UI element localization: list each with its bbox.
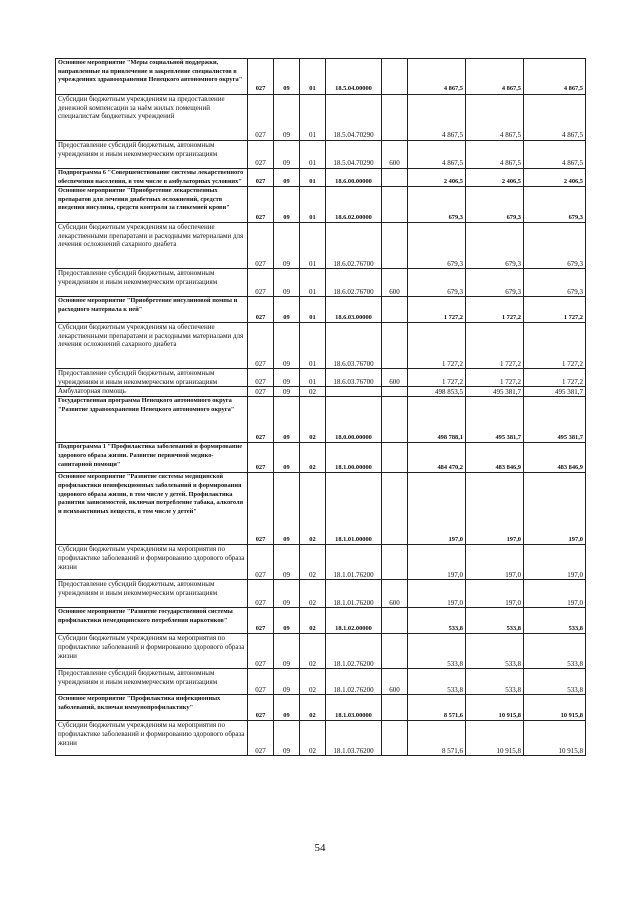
section-code: 09: [274, 95, 300, 141]
section-code: 09: [274, 580, 300, 608]
target-article-code: 18.1.00.00000: [326, 443, 382, 473]
amount-col-2: 4 867,5: [466, 141, 524, 169]
target-article-code: 18.1.01.76200: [326, 580, 382, 608]
amount-col-3: 483 846,9: [524, 443, 586, 473]
amount-col-2: 1 727,2: [466, 323, 524, 369]
amount-col-1: 679,3: [408, 269, 466, 297]
amount-col-2: 483 846,9: [466, 443, 524, 473]
amount-col-3: 495 381,7: [524, 397, 586, 443]
ministry-code: 027: [248, 669, 274, 695]
row-name: Подпрограмма 6 "Совершенствование системы лекарственного обеспечения населения, в том числе в амбулаторных условиях": [56, 169, 248, 187]
table-row: [56, 369, 586, 387]
expense-type-code: [382, 323, 408, 369]
expense-type-code: [382, 59, 408, 95]
section-code: 09: [274, 369, 300, 387]
table-row: [56, 95, 586, 141]
table-row: [56, 634, 586, 669]
ministry-code: 027: [248, 634, 274, 669]
amount-col-1: 4 867,5: [408, 59, 466, 95]
amount-col-1: 498 853,5: [408, 387, 466, 397]
page-number: 54: [314, 842, 326, 854]
row-name: Предоставление субсидий бюджетным, автономным учреждениям и иным некоммерческим организациям: [56, 669, 248, 695]
subsection-code: 02: [300, 721, 326, 756]
table-row: [56, 397, 586, 443]
section-code: 09: [274, 387, 300, 397]
section-code: 09: [274, 545, 300, 580]
amount-col-1: 533,8: [408, 608, 466, 634]
subsection-code: 02: [300, 608, 326, 634]
table-row: [56, 59, 586, 95]
row-name: Основное мероприятие "Профилактика инфекционных заболеваний, включая иммунопрофилактику": [56, 695, 248, 721]
target-article-code: 18.1.02.76200: [326, 634, 382, 669]
row-name: Субсидии бюджетным учреждениям на мероприятия по профилактике заболеваний и формированию здорового образа жизни: [56, 721, 248, 756]
amount-col-1: 679,3: [408, 223, 466, 269]
table-row: [56, 141, 586, 169]
section-code: 09: [274, 59, 300, 95]
subsection-code: 01: [300, 95, 326, 141]
section-code: 09: [274, 634, 300, 669]
expense-type-code: [382, 169, 408, 187]
amount-col-3: 4 867,5: [524, 95, 586, 141]
table-row: [56, 545, 586, 580]
amount-col-2: 2 406,5: [466, 169, 524, 187]
amount-col-1: 679,3: [408, 187, 466, 223]
subsection-code: 02: [300, 545, 326, 580]
row-name: Субсидии бюджетным учреждениям на обеспечение лекарственными препаратами и расходными материалами для лечения осложнений сахарного диабета: [56, 323, 248, 369]
expense-type-code: 600: [382, 580, 408, 608]
section-code: 09: [274, 323, 300, 369]
ministry-code: 027: [248, 369, 274, 387]
subsection-code: 01: [300, 269, 326, 297]
row-name: Субсидии бюджетным учреждениям на предоставление денежной компенсации за наём жилых помещений специалистам бюджетных учреждений: [56, 95, 248, 141]
expense-type-code: 600: [382, 369, 408, 387]
amount-col-2: 197,0: [466, 473, 524, 545]
amount-col-1: 1 727,2: [408, 323, 466, 369]
row-name: Субсидии бюджетным учреждениям на мероприятия по профилактике заболеваний и формированию здорового образа жизни: [56, 634, 248, 669]
ministry-code: 027: [248, 169, 274, 187]
section-code: 09: [274, 397, 300, 443]
amount-col-3: 197,0: [524, 473, 586, 545]
expense-type-code: [382, 297, 408, 323]
ministry-code: 027: [248, 695, 274, 721]
target-article-code: 18.6.03.00000: [326, 297, 382, 323]
target-article-code: 18.5.04.70290: [326, 95, 382, 141]
target-article-code: 18.6.03.76700: [326, 369, 382, 387]
section-code: 09: [274, 669, 300, 695]
ministry-code: 027: [248, 387, 274, 397]
table-row: [56, 473, 586, 545]
subsection-code: 02: [300, 669, 326, 695]
section-code: 09: [274, 169, 300, 187]
amount-col-2: 495 381,7: [466, 387, 524, 397]
amount-col-3: 533,8: [524, 608, 586, 634]
amount-col-2: 1 727,2: [466, 369, 524, 387]
subsection-code: 01: [300, 169, 326, 187]
amount-col-3: 4 867,5: [524, 59, 586, 95]
amount-col-2: 495 381,7: [466, 397, 524, 443]
subsection-code: 02: [300, 634, 326, 669]
row-name: Предоставление субсидий бюджетным, автономным учреждениям и иным некоммерческим организациям: [56, 141, 248, 169]
amount-col-1: 533,8: [408, 634, 466, 669]
expense-type-code: [382, 695, 408, 721]
target-article-code: 18.6.02.00000: [326, 187, 382, 223]
expense-type-code: [382, 187, 408, 223]
table-row: [56, 297, 586, 323]
table-row: [56, 608, 586, 634]
subsection-code: 01: [300, 187, 326, 223]
table-row: [56, 387, 586, 397]
table-row: [56, 721, 586, 756]
table-row: [56, 323, 586, 369]
budget-table-body: [56, 59, 586, 756]
subsection-code: 01: [300, 59, 326, 95]
ministry-code: 027: [248, 580, 274, 608]
target-article-code: 18.1.03.76200: [326, 721, 382, 756]
table-row: [56, 169, 586, 187]
table-row: [56, 223, 586, 269]
row-name: Субсидии бюджетным учреждениям на обеспечение лекарственными препаратами и расходными материалами для лечения осложнений сахарного диабета: [56, 223, 248, 269]
subsection-code: 02: [300, 473, 326, 545]
section-code: 09: [274, 297, 300, 323]
amount-col-3: 679,3: [524, 187, 586, 223]
ministry-code: 027: [248, 59, 274, 95]
subsection-code: 01: [300, 141, 326, 169]
amount-col-2: 533,8: [466, 608, 524, 634]
ministry-code: 027: [248, 95, 274, 141]
amount-col-3: 533,8: [524, 669, 586, 695]
subsection-code: 02: [300, 387, 326, 397]
expense-type-code: [382, 95, 408, 141]
amount-col-2: 679,3: [466, 269, 524, 297]
amount-col-3: 1 727,2: [524, 323, 586, 369]
row-name: Подпрограмма 1 "Профилактика заболеваний и формирование здорового образа жизни. Развитие первичной медико-санитарной помощи": [56, 443, 248, 473]
row-name: Предоставление субсидий бюджетным, автономным учреждениям и иным некоммерческим организациям: [56, 269, 248, 297]
amount-col-1: 197,0: [408, 545, 466, 580]
amount-col-1: 8 571,6: [408, 695, 466, 721]
amount-col-1: 197,0: [408, 473, 466, 545]
amount-col-3: 679,3: [524, 269, 586, 297]
expense-type-code: [382, 223, 408, 269]
row-name: Амбулаторная помощь: [56, 387, 248, 397]
amount-col-2: 10 915,8: [466, 695, 524, 721]
section-code: 09: [274, 141, 300, 169]
subsection-code: 02: [300, 695, 326, 721]
amount-col-2: 679,3: [466, 223, 524, 269]
target-article-code: 18.6.02.76700: [326, 269, 382, 297]
section-code: 09: [274, 473, 300, 545]
target-article-code: 18.5.04.00000: [326, 59, 382, 95]
table-row: [56, 695, 586, 721]
expense-type-code: [382, 443, 408, 473]
ministry-code: 027: [248, 141, 274, 169]
amount-col-1: 533,8: [408, 669, 466, 695]
amount-col-2: 4 867,5: [466, 95, 524, 141]
ministry-code: 027: [248, 269, 274, 297]
subsection-code: 02: [300, 443, 326, 473]
amount-col-3: 533,8: [524, 634, 586, 669]
expense-type-code: [382, 634, 408, 669]
subsection-code: 01: [300, 369, 326, 387]
budget-table: [55, 58, 586, 756]
target-article-code: 18.1.02.00000: [326, 608, 382, 634]
row-name: Основное мероприятие "Развитие системы медицинской профилактики неинфекционных заболеваний и формирования здорового образа жизни, в том числе у детей. Профилактика развития зависимостей, включая потребление табака, алкоголя и психоактивных веществ, в том числе у детей": [56, 473, 248, 545]
row-name: Основное мероприятие "Развитие государственной системы профилактики немедицинского потребления наркотиков": [56, 608, 248, 634]
expense-type-code: 600: [382, 269, 408, 297]
amount-col-3: 2 406,5: [524, 169, 586, 187]
amount-col-2: 533,8: [466, 634, 524, 669]
target-article-code: 18.1.03.00000: [326, 695, 382, 721]
subsection-code: 02: [300, 397, 326, 443]
expense-type-code: [382, 473, 408, 545]
amount-col-2: 10 915,8: [466, 721, 524, 756]
table-row: [56, 269, 586, 297]
amount-col-3: 10 915,8: [524, 695, 586, 721]
expense-type-code: 600: [382, 669, 408, 695]
amount-col-3: 679,3: [524, 223, 586, 269]
section-code: 09: [274, 187, 300, 223]
amount-col-3: 495 381,7: [524, 387, 586, 397]
subsection-code: 01: [300, 323, 326, 369]
target-article-code: 18.1.01.76200: [326, 545, 382, 580]
section-code: 09: [274, 223, 300, 269]
subsection-code: 01: [300, 223, 326, 269]
target-article-code: 18.1.02.76200: [326, 669, 382, 695]
table-row: [56, 443, 586, 473]
ministry-code: 027: [248, 608, 274, 634]
section-code: 09: [274, 695, 300, 721]
amount-col-2: 197,0: [466, 580, 524, 608]
section-code: 09: [274, 721, 300, 756]
amount-col-3: 10 915,8: [524, 721, 586, 756]
amount-col-2: 197,0: [466, 545, 524, 580]
amount-col-1: 2 406,5: [408, 169, 466, 187]
amount-col-1: 1 727,2: [408, 369, 466, 387]
amount-col-3: 1 727,2: [524, 369, 586, 387]
amount-col-1: 8 571,6: [408, 721, 466, 756]
ministry-code: 027: [248, 297, 274, 323]
amount-col-2: 4 867,5: [466, 59, 524, 95]
ministry-code: 027: [248, 473, 274, 545]
ministry-code: 027: [248, 721, 274, 756]
target-article-code: 18.6.00.00000: [326, 169, 382, 187]
ministry-code: 027: [248, 545, 274, 580]
row-name: Государственная программа Ненецкого автономного округа "Развитие здравоохранения Ненецкого автономного округа": [56, 397, 248, 443]
expense-type-code: [382, 721, 408, 756]
target-article-code: 18.6.02.76700: [326, 223, 382, 269]
row-name: Предоставление субсидий бюджетным, автономным учреждениям и иным некоммерческим организациям: [56, 369, 248, 387]
expense-type-code: 600: [382, 141, 408, 169]
section-code: 09: [274, 608, 300, 634]
amount-col-2: 533,8: [466, 669, 524, 695]
ministry-code: 027: [248, 443, 274, 473]
row-name: Предоставление субсидий бюджетным, автономным учреждениям и иным некоммерческим организациям: [56, 580, 248, 608]
row-name: Основное мероприятие "Приобретение лекарственных препаратов для лечения диабетных осложнений, средств введения инсулина, средств контроля за гликемией крови": [56, 187, 248, 223]
target-article-code: 18.0.00.00000: [326, 397, 382, 443]
section-code: 09: [274, 269, 300, 297]
amount-col-3: 197,0: [524, 545, 586, 580]
expense-type-code: [382, 387, 408, 397]
amount-col-1: 498 788,1: [408, 397, 466, 443]
row-name: Основное мероприятие "Меры социальной поддержки, направленные на привлечение и закрепление специалистов в учреждениях здравоохранения Ненецкого автономного округа": [56, 59, 248, 95]
amount-col-2: 679,3: [466, 187, 524, 223]
expense-type-code: [382, 397, 408, 443]
expense-type-code: [382, 608, 408, 634]
row-name: Субсидии бюджетным учреждениям на мероприятия по профилактике заболеваний и формированию здорового образа жизни: [56, 545, 248, 580]
table-row: [56, 669, 586, 695]
subsection-code: 02: [300, 580, 326, 608]
table-row: [56, 580, 586, 608]
amount-col-1: 197,0: [408, 580, 466, 608]
ministry-code: 027: [248, 397, 274, 443]
ministry-code: 027: [248, 223, 274, 269]
subsection-code: 01: [300, 297, 326, 323]
amount-col-3: 197,0: [524, 580, 586, 608]
target-article-code: [326, 387, 382, 397]
amount-col-1: 4 867,5: [408, 95, 466, 141]
amount-col-3: 4 867,5: [524, 141, 586, 169]
amount-col-1: 4 867,5: [408, 141, 466, 169]
amount-col-2: 1 727,2: [466, 297, 524, 323]
ministry-code: 027: [248, 323, 274, 369]
expense-type-code: [382, 545, 408, 580]
ministry-code: 027: [248, 187, 274, 223]
section-code: 09: [274, 443, 300, 473]
table-row: [56, 187, 586, 223]
amount-col-3: 1 727,2: [524, 297, 586, 323]
row-name: Основное мероприятие "Приобретение инсулиновой помпы и расходного материала к ней": [56, 297, 248, 323]
amount-col-1: 1 727,2: [408, 297, 466, 323]
target-article-code: 18.6.03.76700: [326, 323, 382, 369]
target-article-code: 18.1.01.00000: [326, 473, 382, 545]
target-article-code: 18.5.04.70290: [326, 141, 382, 169]
amount-col-1: 484 470,2: [408, 443, 466, 473]
